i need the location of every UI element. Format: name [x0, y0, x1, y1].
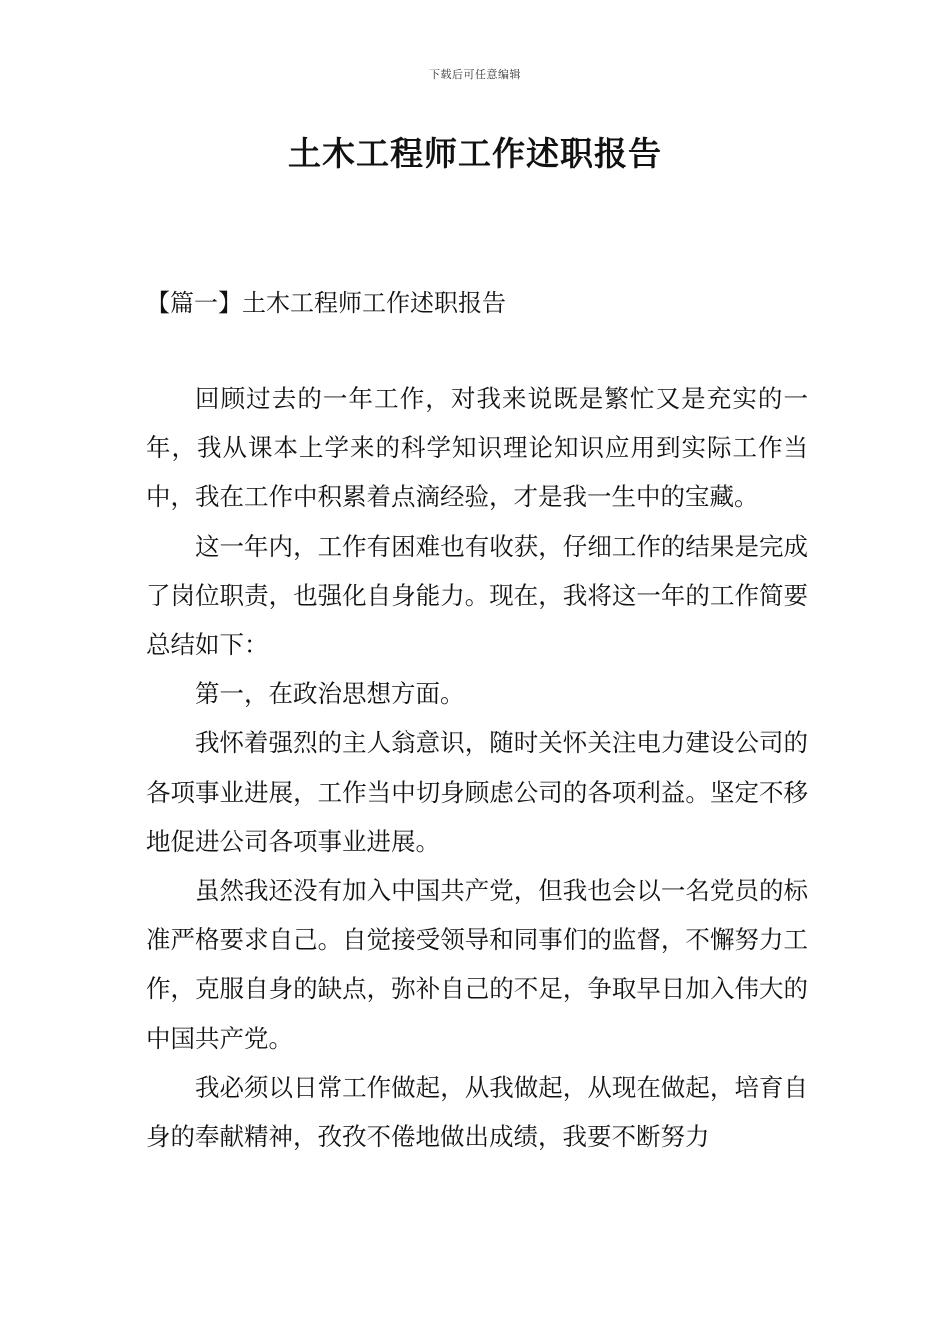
- paragraph: 我必须以日常工作做起，从我做起，从现在做起，培育自身的奉献精神，孜孜不倦地做出成绩，我要不断努力: [146, 1072, 808, 1152]
- header-note: 下载后可任意编辑: [429, 68, 521, 81]
- body-text: [146, 374, 808, 1161]
- paragraph: 回顾过去的一年工作，对我来说既是繁忙又是充实的一年，我从课本上学来的科学知识理论知识应用到实际工作当中，我在工作中积累着点滴经验，才是我一生中的宝藏。: [146, 384, 808, 512]
- paragraph: 这一年内，工作有困难也有收获，仔细工作的结果是完成了岗位职责，也强化自身能力。现在，我将这一年的工作简要总结如下：: [146, 531, 808, 660]
- paragraph: 第一，在政治思想方面。: [195, 679, 465, 709]
- paragraph: 我怀着强烈的主人翁意识，随时关怀关注电力建设公司的各项事业进展，工作当中切身顾虑公司的各项利益。坚定不移地促进公司各项事业进展。: [146, 728, 808, 856]
- section-heading: 【篇一】土木工程师工作述职报告: [146, 289, 506, 317]
- document-title: 土木工程师工作述职报告: [288, 134, 662, 173]
- paragraph: 虽然我还没有加入中国共产党，但我也会以一名党员的标准严格要求自己。自觉接受领导和同事们的监督，不懈努力工作，克服自身的缺点，弥补自己的不足，争取早日加入伟大的中国共产党。: [146, 876, 808, 1053]
